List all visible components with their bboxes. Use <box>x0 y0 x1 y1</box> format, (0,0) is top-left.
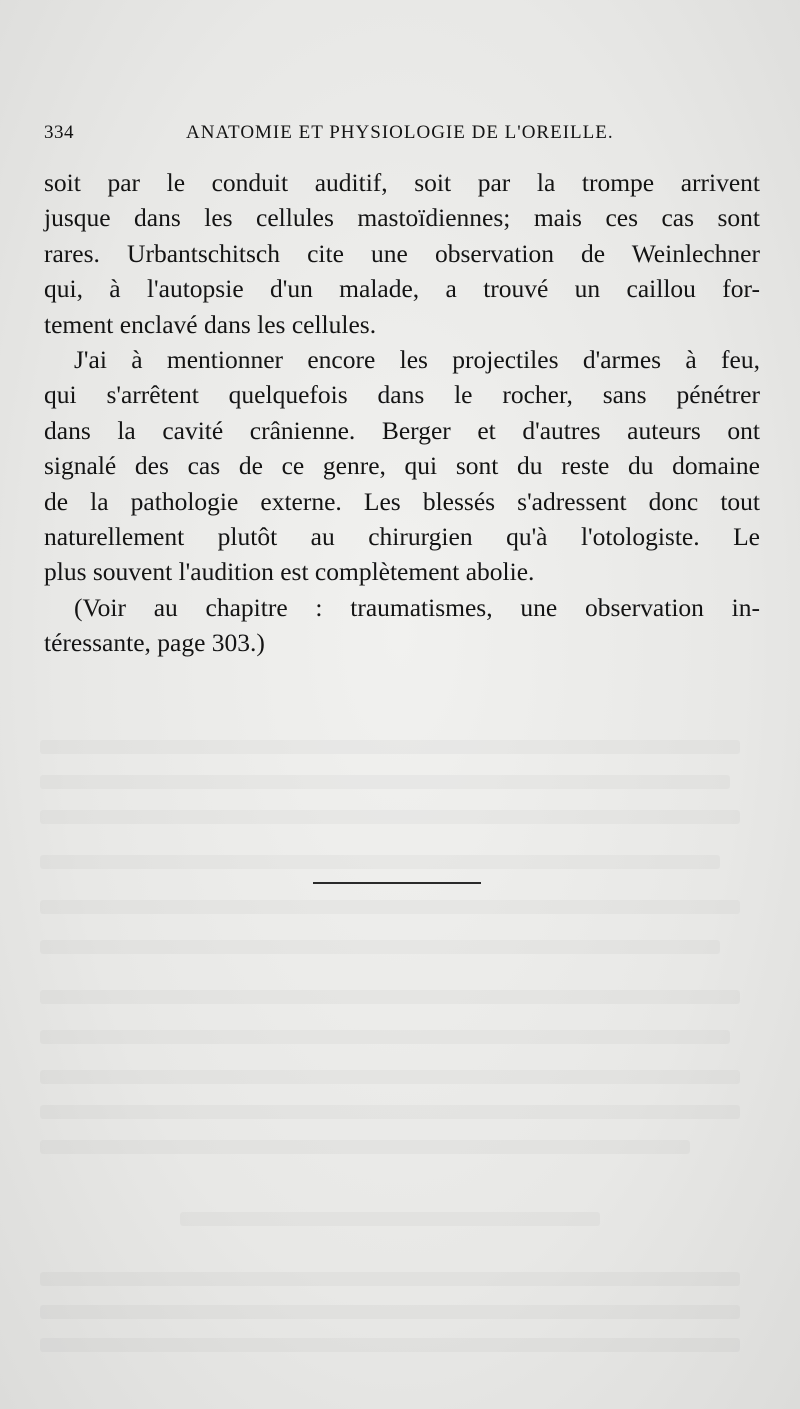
page-number: 334 <box>44 122 74 143</box>
text-line: soit par le conduit auditif, soit par la trompe arrivent <box>44 168 760 197</box>
paragraph-3 <box>44 590 760 661</box>
text-line: qui, à l'autopsie d'un malade, a trouvé un caillou for- <box>44 274 760 304</box>
text-line: rares. Urbantschitsch cite une observation de Weinlechner <box>44 238 760 268</box>
text-line: dans la cavité crânienne. Berger et d'autres auteurs ont <box>44 415 760 445</box>
text-line: de la pathologie externe. Les blessés s'adressent donc tout <box>44 486 760 516</box>
text-line: plus souvent l'audition est complètement abolie. <box>44 557 535 587</box>
body-text <box>44 165 760 660</box>
running-title: ANATOMIE ET PHYSIOLOGIE DE L'OREILLE. <box>186 122 614 143</box>
paragraph-2 <box>44 342 760 590</box>
text-line: tement enclavé dans les cellules. <box>44 309 377 339</box>
running-head <box>44 122 760 152</box>
text-line: J'ai à mentionner encore les projectiles d'armes à feu, <box>74 344 760 374</box>
text-line: qui s'arrêtent quelquefois dans le rocher, sans pénétrer <box>44 380 760 410</box>
section-divider-rule <box>313 882 481 884</box>
text-line: signalé des cas de ce genre, qui sont du reste du domaine <box>44 451 760 481</box>
text-line: jusque dans les cellules mastoïdiennes; mais ces cas sont <box>44 203 760 233</box>
text-line: téressante, page 303.) <box>44 628 265 658</box>
paragraph-1 <box>44 165 760 342</box>
text-line: naturellement plutôt au chirurgien qu'à l'otologiste. Le <box>44 521 760 551</box>
text-line: (Voir au chapitre : traumatismes, une observation in- <box>74 592 760 622</box>
